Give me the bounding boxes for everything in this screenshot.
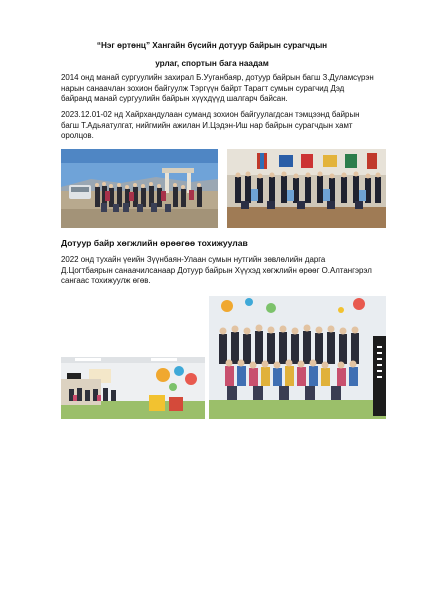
children-group-photo <box>209 296 386 419</box>
section-heading: Дотуур байр хөгжлийн өрөөгөө тохижуулав <box>61 238 248 248</box>
gym-group-photo <box>227 149 386 228</box>
outdoor-group-photo <box>61 149 218 228</box>
title-line-1: “Нэг өртөнц” Хангайн бүсийн дотуур байрын сурагчдын <box>96 41 328 50</box>
paragraph-1: 2014 онд манай сургуулийн захирал Б.Ууганбаяр, дотуур байрын багш З.Дуламсүрэн нарын санаачлан зохион байгуулж Тэргүүн байрт Тарагт сумын сурагчид Дэд байранд манай сургуулийн байрын хүүхдүүд шалгарч байсан. <box>61 73 374 104</box>
paragraph-2: 2023.12.01-02 нд Хайрхандулаан суманд зохион байгуулагдсан тэмцээнд байрын багш Т.Адьяатулгат, нийгмийн ажилан И.Цэдэн-Иш нар байрын сурагчдын хамт оролцов. <box>61 110 360 141</box>
title-line-2: урлаг, спортын бага наадам <box>155 59 269 68</box>
section-paragraph: 2022 онд тухайн үеийн Зүүнбаян-Улаан сумын нутгийн зөвлөлийн дарга Д.Цогтбаярын санаачилсанаар Дотуур байрын Хүүхэд хөгжлийн өрөөг О.Алтангэрэл сангаас тохижуулж өгөв. <box>61 255 372 286</box>
development-room-photo <box>61 357 205 419</box>
